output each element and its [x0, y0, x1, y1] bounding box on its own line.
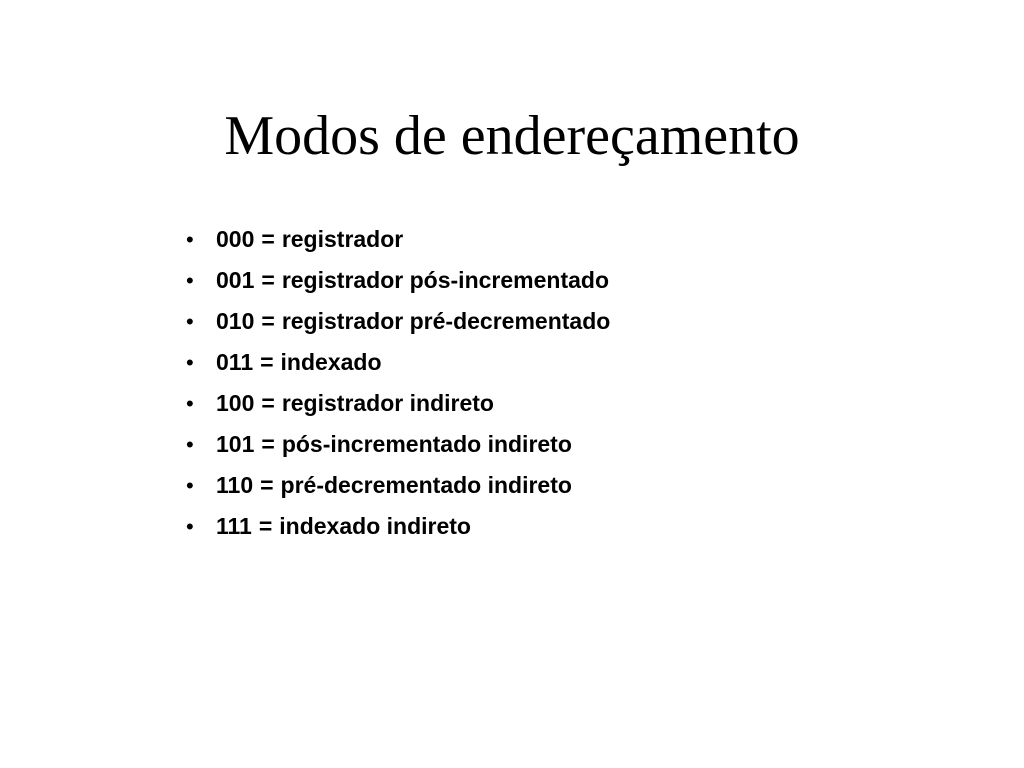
bullet-icon: • [186, 268, 194, 293]
bullet-list [186, 226, 610, 554]
mode-code: 000 [216, 226, 255, 252]
mode-description: registrador indireto [281, 390, 494, 416]
mode-code: 110 [216, 472, 254, 498]
mode-description: registrador [281, 226, 404, 252]
bullet-icon: • [186, 227, 194, 252]
slide-title: Modos de endereçamento [224, 105, 800, 167]
mode-code: 111 [216, 513, 252, 539]
list-item [186, 390, 610, 431]
bullet-icon: • [186, 514, 194, 539]
mode-code: 010 [216, 308, 255, 334]
mode-code: 011 [216, 349, 254, 375]
bullet-icon: • [186, 432, 194, 457]
list-item [186, 349, 610, 390]
list-item [186, 226, 610, 267]
mode-description: indexado [280, 349, 382, 375]
list-item [186, 431, 610, 472]
equals-sign: = [260, 472, 274, 498]
equals-sign: = [258, 513, 273, 539]
equals-sign: = [261, 267, 275, 293]
mode-code: 100 [216, 390, 255, 416]
list-item [186, 472, 610, 513]
mode-description: registrador pré-decrementado [281, 308, 611, 334]
mode-description: pós-incrementado indireto [281, 431, 572, 457]
bullet-icon: • [186, 391, 194, 416]
list-item [186, 308, 610, 349]
mode-code: 101 [216, 431, 255, 457]
mode-description: registrador pós-incrementado [281, 267, 609, 293]
mode-code: 001 [216, 267, 255, 293]
equals-sign: = [261, 226, 275, 252]
list-item [186, 267, 610, 308]
mode-description: pré-decrementado indireto [280, 472, 572, 498]
equals-sign: = [261, 431, 275, 457]
bullet-icon: • [186, 473, 194, 498]
equals-sign: = [261, 308, 275, 334]
equals-sign: = [261, 390, 275, 416]
mode-description: indexado indireto [279, 513, 471, 539]
bullet-icon: • [186, 309, 194, 334]
bullet-icon: • [186, 350, 194, 375]
equals-sign: = [260, 349, 274, 375]
list-item [186, 513, 610, 554]
